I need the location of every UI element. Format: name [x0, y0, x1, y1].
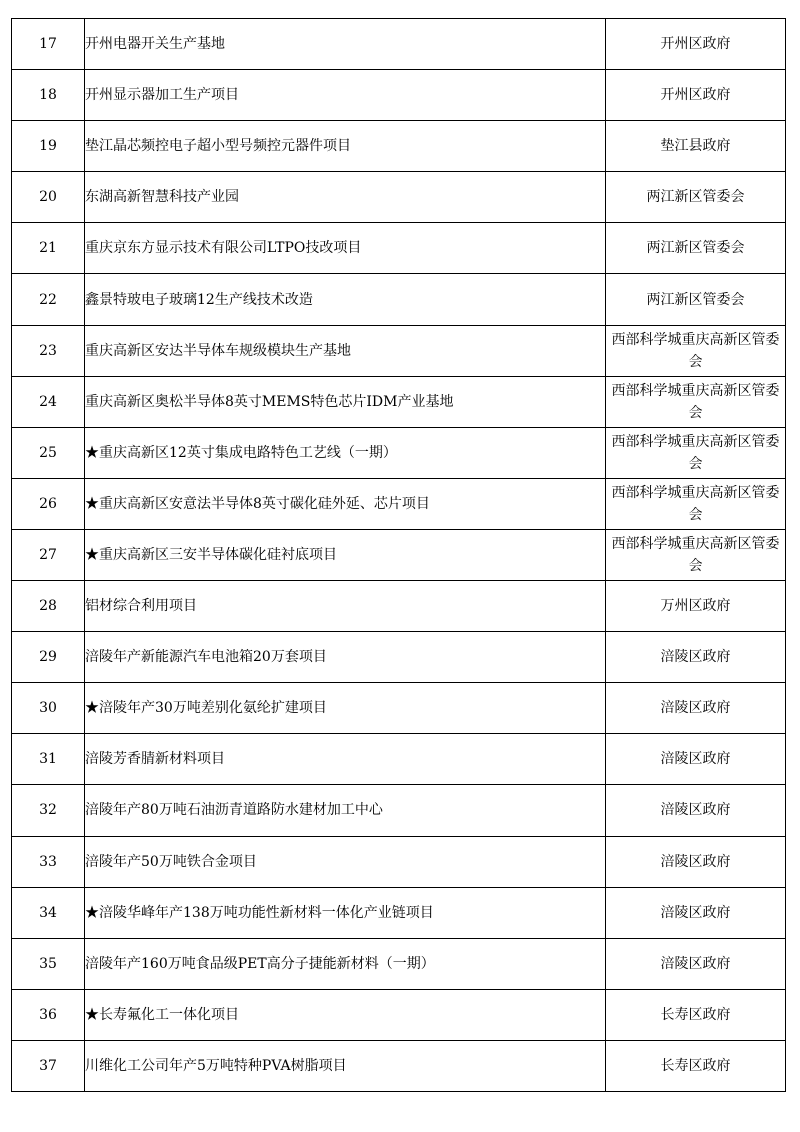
- responsible-unit: 两江新区管委会: [606, 172, 786, 223]
- row-number: 21: [12, 223, 85, 274]
- project-name: ★重庆高新区三安半导体碳化硅衬底项目: [85, 529, 606, 580]
- responsible-unit: 涪陵区政府: [606, 887, 786, 938]
- responsible-unit: 万州区政府: [606, 581, 786, 632]
- responsible-unit: 西部科学城重庆高新区管委会: [606, 478, 786, 529]
- row-number: 19: [12, 121, 85, 172]
- table-row: [12, 274, 786, 325]
- row-number: 31: [12, 734, 85, 785]
- project-name: 垫江晶芯频控电子超小型号频控元器件项目: [85, 121, 606, 172]
- table-row: [12, 478, 786, 529]
- row-number: 32: [12, 785, 85, 836]
- table-row: [12, 70, 786, 121]
- row-number: 18: [12, 70, 85, 121]
- table-row: [12, 223, 786, 274]
- table-row: [12, 989, 786, 1040]
- table-row: [12, 581, 786, 632]
- row-number: 17: [12, 19, 85, 70]
- responsible-unit: 两江新区管委会: [606, 223, 786, 274]
- project-name: ★重庆高新区安意法半导体8英寸碳化硅外延、芯片项目: [85, 478, 606, 529]
- responsible-unit: 涪陵区政府: [606, 632, 786, 683]
- row-number: 33: [12, 836, 85, 887]
- row-number: 37: [12, 1040, 85, 1091]
- project-name: ★涪陵年产30万吨差别化氨纶扩建项目: [85, 683, 606, 734]
- row-number: 28: [12, 581, 85, 632]
- responsible-unit: 开州区政府: [606, 19, 786, 70]
- project-name: 涪陵年产160万吨食品级PET高分子捷能新材料（一期）: [85, 938, 606, 989]
- table-row: [12, 19, 786, 70]
- responsible-unit: 涪陵区政府: [606, 938, 786, 989]
- table-row: [12, 1040, 786, 1091]
- row-number: 26: [12, 478, 85, 529]
- responsible-unit: 两江新区管委会: [606, 274, 786, 325]
- project-name: 开州显示器加工生产项目: [85, 70, 606, 121]
- table-row: [12, 632, 786, 683]
- responsible-unit: 长寿区政府: [606, 1040, 786, 1091]
- row-number: 36: [12, 989, 85, 1040]
- responsible-unit: 涪陵区政府: [606, 683, 786, 734]
- project-name: 鑫景特玻电子玻璃12生产线技术改造: [85, 274, 606, 325]
- row-number: 29: [12, 632, 85, 683]
- table-row: [12, 376, 786, 427]
- project-name: 涪陵年产80万吨石油沥青道路防水建材加工中心: [85, 785, 606, 836]
- responsible-unit: 涪陵区政府: [606, 836, 786, 887]
- row-number: 25: [12, 427, 85, 478]
- project-name: 东湖高新智慧科技产业园: [85, 172, 606, 223]
- responsible-unit: 西部科学城重庆高新区管委会: [606, 325, 786, 376]
- responsible-unit: 涪陵区政府: [606, 785, 786, 836]
- responsible-unit: 西部科学城重庆高新区管委会: [606, 529, 786, 580]
- project-name: 铝材综合利用项目: [85, 581, 606, 632]
- table-row: [12, 172, 786, 223]
- project-name: 涪陵芳香腈新材料项目: [85, 734, 606, 785]
- project-table: [11, 18, 786, 1092]
- row-number: 34: [12, 887, 85, 938]
- table-row: [12, 938, 786, 989]
- project-name: 涪陵年产50万吨铁合金项目: [85, 836, 606, 887]
- responsible-unit: 长寿区政府: [606, 989, 786, 1040]
- project-name: 川维化工公司年产5万吨特种PVA树脂项目: [85, 1040, 606, 1091]
- project-name: 重庆高新区奥松半导体8英寸MEMS特色芯片IDM产业基地: [85, 376, 606, 427]
- project-name: ★长寿氟化工一体化项目: [85, 989, 606, 1040]
- table-row: [12, 325, 786, 376]
- responsible-unit: 西部科学城重庆高新区管委会: [606, 376, 786, 427]
- row-number: 23: [12, 325, 85, 376]
- responsible-unit: 涪陵区政府: [606, 734, 786, 785]
- row-number: 20: [12, 172, 85, 223]
- table-row: [12, 683, 786, 734]
- project-name: 重庆京东方显示技术有限公司LTPO技改项目: [85, 223, 606, 274]
- row-number: 22: [12, 274, 85, 325]
- table-row: [12, 887, 786, 938]
- table-row: [12, 836, 786, 887]
- project-name: 重庆高新区安达半导体车规级模块生产基地: [85, 325, 606, 376]
- project-name: ★涪陵华峰年产138万吨功能性新材料一体化产业链项目: [85, 887, 606, 938]
- table-row: [12, 121, 786, 172]
- project-name: 开州电器开关生产基地: [85, 19, 606, 70]
- table-row: [12, 427, 786, 478]
- table-row: [12, 734, 786, 785]
- table-row: [12, 785, 786, 836]
- row-number: 24: [12, 376, 85, 427]
- table-row: [12, 529, 786, 580]
- row-number: 30: [12, 683, 85, 734]
- row-number: 35: [12, 938, 85, 989]
- responsible-unit: 西部科学城重庆高新区管委会: [606, 427, 786, 478]
- responsible-unit: 垫江县政府: [606, 121, 786, 172]
- project-name: 涪陵年产新能源汽车电池箱20万套项目: [85, 632, 606, 683]
- responsible-unit: 开州区政府: [606, 70, 786, 121]
- row-number: 27: [12, 529, 85, 580]
- project-name: ★重庆高新区12英寸集成电路特色工艺线（一期）: [85, 427, 606, 478]
- project-table-body: [12, 19, 786, 1092]
